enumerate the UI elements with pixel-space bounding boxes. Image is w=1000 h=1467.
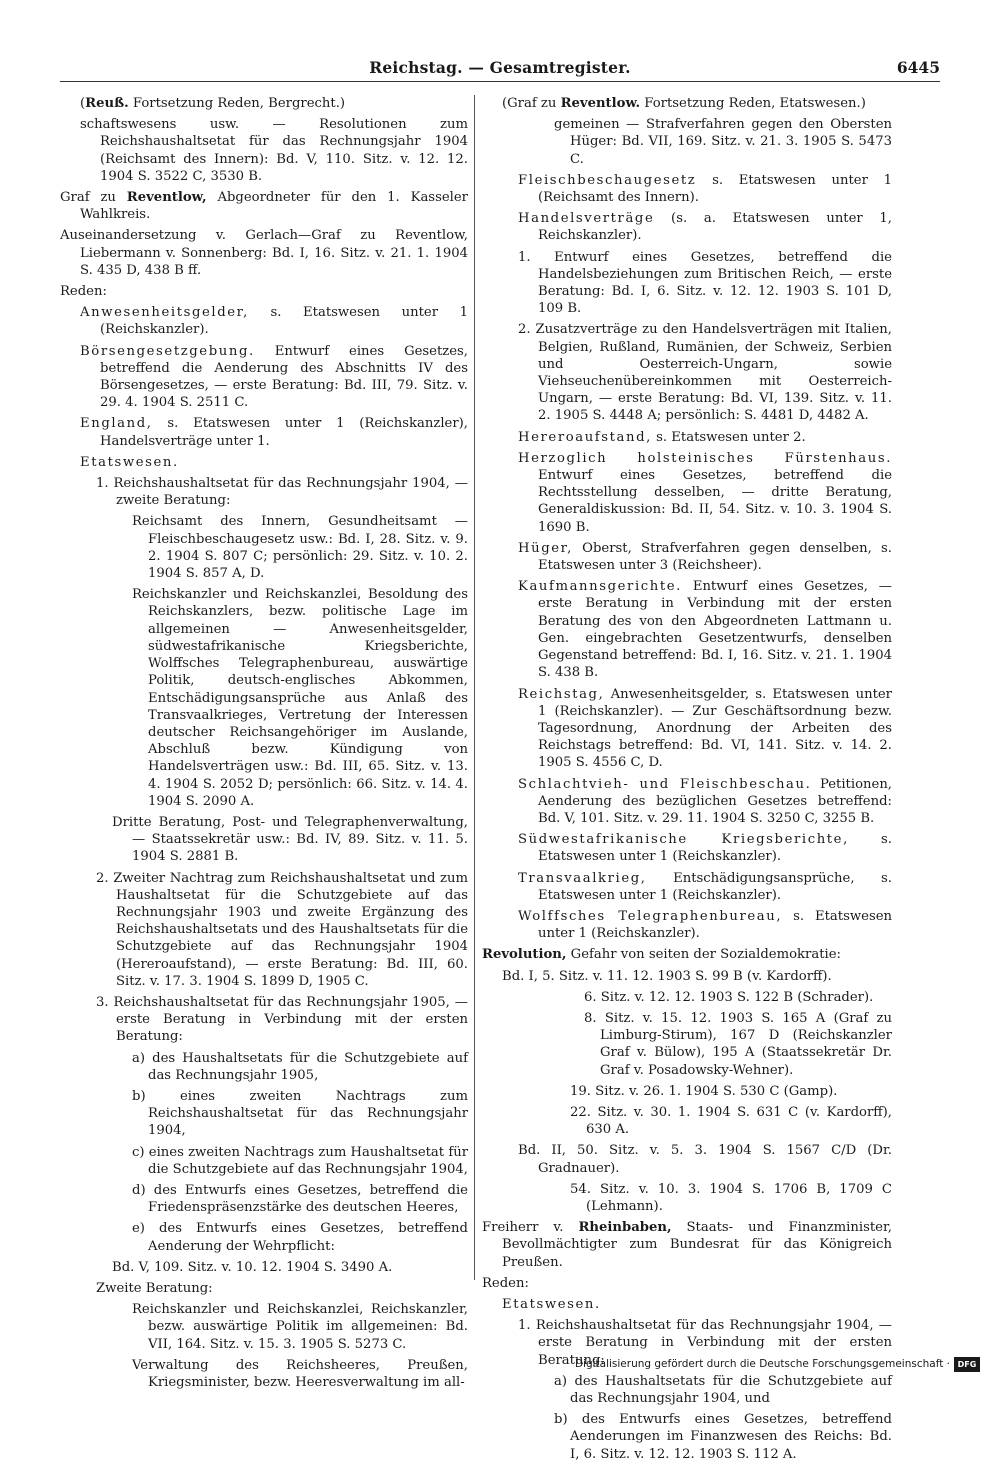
- entry-text: Reichstag,: [518, 686, 605, 702]
- entry-text: (: [80, 96, 86, 111]
- entry-text: Graf zu: [60, 190, 127, 206]
- entry-text: s. Etatswesen unter 1 (Reichskanzler), Handelsverträge unter 1.: [100, 416, 468, 449]
- entry-text: Kaufmannsgerichte.: [518, 579, 682, 595]
- entry-text: Bd. V, 109. Sitz. v. 10. 12. 1904 S. 3490 A.: [112, 1259, 393, 1275]
- entry-text: Anwesenheitsgelder,: [80, 305, 249, 321]
- entry-text: Transvaalkrieg,: [518, 870, 647, 886]
- index-entry: [482, 1411, 892, 1463]
- entry-text: b) eines zweiten Nachtrags zum Reichshaushaltsetat für das Rechnungsjahr 1904,: [132, 1088, 468, 1139]
- entry-text: (Graf zu: [502, 96, 561, 111]
- entry-text: Hüger,: [518, 540, 573, 556]
- entry-text: Fortsetzung Reden, Bergrecht.): [128, 96, 346, 111]
- index-entry: [482, 908, 892, 942]
- entry-text: Zweite Beratung:: [96, 1281, 213, 1296]
- footer: [574, 1357, 980, 1373]
- entry-text: 1. Reichshaushaltsetat für das Rechnungsjahr 1904, — erste Beratung in Verbindung mit der ersten Beratung:: [518, 1318, 892, 1368]
- running-title: Reichstag. — Gesamtregister.: [369, 58, 631, 77]
- entry-text: Petitionen, Aenderung des bezüglichen Gesetzes betreffend: Bd. V, 101. Sitz. v. 29. 11. 1904 S. 3250 C, 3255 B.: [538, 776, 892, 826]
- index-entry: [482, 429, 892, 446]
- index-entry: [60, 586, 468, 810]
- entry-text: Reichsamt des Innern, Gesundheitsamt — Fleischbeschaugesetz usw.: Bd. I, 28. Sitz. v. 9. 2. 1904 S. 807 C; persönlich: 29. Sitz. v. 10. 2. 1904 S. 857 A, D.: [132, 514, 468, 582]
- entry-text: Dritte Beratung, Post- und Telegraphenverwaltung, — Staatssekretär usw.: Bd. IV, 89. Sitz. v. 11. 5. 1904 S. 2881 B.: [112, 814, 468, 865]
- index-entry: [482, 249, 892, 318]
- entry-text: Bd. I, 5. Sitz. v. 11. 12. 1903 S. 99 B (v. Kardorff).: [502, 968, 832, 984]
- index-entry: [482, 776, 892, 828]
- index-entry: [60, 1182, 468, 1216]
- index-entry: [482, 116, 892, 168]
- entry-text: Revolution,: [482, 947, 567, 963]
- entry-text: Reventlow,: [126, 190, 207, 206]
- index-entry: [60, 283, 468, 300]
- index-entry: [60, 1259, 468, 1276]
- index-entry: [482, 870, 892, 904]
- index-entry: [60, 304, 468, 338]
- index-entry: [482, 95, 892, 112]
- index-entry: [60, 116, 468, 185]
- entry-text: Oberst, Strafverfahren gegen denselben, s. Etatswesen unter 3 (Reichsheer).: [538, 540, 892, 574]
- index-entry: [482, 1275, 892, 1292]
- entry-text: Rheinbaben,: [578, 1220, 672, 1236]
- entry-text: Reuß.: [85, 96, 129, 111]
- entry-text: Schlachtvieh- und Fleischbeschau.: [518, 776, 812, 792]
- index-entry: [482, 686, 892, 772]
- index-entry: [482, 1181, 892, 1215]
- index-entry: [482, 172, 892, 206]
- entry-text: 2. Zusatzverträge zu den Handelsverträgen mit Italien, Belgien, Rußland, Rumänien, der Schweiz, Serbien und Oesterreich-Ungarn, sowie Viehseuchenübereinkommen mit Oesterreich-Ungarn, — erste Beratung: Bd. VI, 139. Sitz. v. 11. 2. 1905 S. 4448 A; persönlich: S. 4481 D, 4482 A.: [518, 322, 892, 424]
- entry-text: Reden:: [60, 284, 107, 300]
- index-entry: [60, 95, 468, 112]
- index-entry: [482, 1010, 892, 1079]
- index-entry: [60, 1144, 468, 1178]
- entry-text: s. Etatswesen unter 1 (Reichskanzler).: [538, 832, 892, 865]
- entry-text: Hereroaufstand,: [518, 429, 652, 445]
- entry-text: England,: [80, 416, 153, 432]
- entry-text: Verwaltung des Reichsheeres, Preußen, Kriegsminister, bezw. Heeresverwaltung im all-: [132, 1357, 468, 1391]
- dfg-logo: DFG: [954, 1357, 980, 1372]
- entry-text: 8. Sitz. v. 15. 12. 1903 S. 165 A (Graf zu Limburg-Stirum), 167 D (Reichskanzler Graf v. Bülow), 195 A (Staatssekretär Dr. Graf v. Posadowsky-Wehner).: [584, 1010, 892, 1078]
- entry-text: Reichskanzler und Reichskanzlei, Besoldung des Reichskanzlers, bezw. politische Lage im allgemeinen — Anwesenheitsgelder, südwestafrikanische Kriegsberichte, Wolffsches Telegraphenbureau, auswärtige Politik, deutsch-englisches Abkommen, Entschädigungsansprüche aus Anlaß des Transvaalkrieges, Vertretung der Interessen deutscher Reichsangehöriger im Auslande, Abschluß bezw. Kündigung von Handelsverträgen usw.: Bd. III, 65. Sitz. v. 13. 4. 1904 S. 2052 D; persönlich: 66. Sitz. v. 14. 4. 1904 S. 2090 A.: [132, 587, 468, 809]
- entry-text: Handelsverträge: [518, 211, 655, 227]
- entry-text: (s. a. Etatswesen unter 1, Reichskanzler).: [538, 211, 892, 244]
- entry-text: Reden:: [482, 1275, 529, 1291]
- index-entry: [60, 994, 468, 1046]
- index-entry: [482, 1296, 892, 1313]
- entry-text: 54. Sitz. v. 10. 3. 1904 S. 1706 B, 1709 C (Lehmann).: [570, 1181, 892, 1214]
- entry-text: a) des Haushaltsetats für die Schutzgebiete auf das Rechnungsjahr 1905,: [132, 1050, 468, 1083]
- index-entry: [60, 1050, 468, 1084]
- entry-text: 6. Sitz. v. 12. 12. 1903 S. 122 B (Schrader).: [584, 989, 874, 1005]
- index-entry: [482, 946, 892, 963]
- entry-text: Gefahr von seiten der Sozialdemokratie:: [566, 947, 841, 963]
- index-entry: [60, 475, 468, 509]
- entry-text: s. Etatswesen unter 2.: [651, 429, 806, 445]
- entry-text: 3. Reichshaushaltsetat für das Rechnungsjahr 1905, — erste Beratung in Verbindung mit der ersten Beratung:: [96, 994, 468, 1045]
- entry-text: Etatswesen.: [502, 1297, 601, 1312]
- index-entry: [482, 1083, 892, 1100]
- entry-text: Fleischbeschaugesetz: [518, 172, 697, 188]
- entry-text: Bd. II, 50. Sitz. v. 5. 3. 1904 S. 1567 C/D (Dr. Gradnauer).: [518, 1143, 892, 1176]
- entry-text: Entschädigungsansprüche, s. Etatswesen unter 1 (Reichskanzler).: [538, 870, 892, 903]
- entry-text: c) eines zweiten Nachtrags zum Haushaltsetat für die Schutzgebiete auf das Rechnungsjahr 1904,: [132, 1144, 469, 1177]
- entry-text: s. Etatswesen unter 1 (Reichskanzler).: [538, 908, 893, 942]
- entry-text: Entwurf eines Gesetzes, betreffend die Rechtsstellung desselben, — dritte Beratung, Generaldiskussion: Bd. II, 54. Sitz. v. 10. 3. 1904 S. 1690 B.: [538, 468, 892, 535]
- right-column: [482, 95, 892, 1467]
- index-entry: [482, 578, 892, 681]
- entry-text: e) des Entwurfs eines Gesetzes, betreffend Aenderung der Wehrpflicht:: [132, 1221, 468, 1254]
- entry-text: Fortsetzung Reden, Etatswesen.): [640, 96, 866, 111]
- entry-text: d) des Entwurfs eines Gesetzes, betreffend die Friedenspräsenzstärke des deutschen Heeres,: [132, 1182, 468, 1216]
- entry-text: Entwurf eines Gesetzes, betreffend die Aenderung des Abschnitts IV des Börsengesetzes, — erste Beratung: Bd. III, 79. Sitz. v. 29. 4. 1904 S. 2511 C.: [100, 343, 468, 411]
- index-entry: [60, 1220, 468, 1254]
- entry-text: Südwestafrikanische Kriegsberichte,: [518, 832, 849, 848]
- index-entry: [482, 210, 892, 244]
- footer-credit: Digitalisierung gefördert durch die Deutsche Forschungsgemeinschaft ·: [574, 1358, 950, 1370]
- left-column: [60, 95, 468, 1395]
- entry-text: Börsengesetzgebung.: [80, 343, 255, 359]
- index-entry: [60, 415, 468, 449]
- entry-text: a) des Haushaltsetats für die Schutzgebiete auf das Rechnungsjahr 1904, und: [554, 1373, 892, 1407]
- index-entry: [482, 831, 892, 865]
- page-number: 6445: [896, 58, 940, 77]
- entry-text: Herzoglich holsteinisches Fürstenhaus.: [518, 450, 892, 466]
- entry-text: Wolffsches Telegraphenbureau,: [518, 908, 783, 924]
- entry-text: 22. Sitz. v. 30. 1. 1904 S. 631 C (v. Kardorff), 630 A.: [570, 1104, 892, 1138]
- entry-text: Reichskanzler und Reichskanzlei, Reichskanzler, bezw. auswärtige Politik im allgemeinen: Bd. VII, 164. Sitz. v. 15. 3. 1905 S. 5273 C.: [132, 1302, 468, 1352]
- index-entry: [60, 1280, 468, 1297]
- entry-text: Entwurf eines Gesetzes, — erste Beratung in Verbindung mit der ersten Beratung des von den Abgeordneten Lattmann u. Gen. eingebrachten Gesetzentwurfs, denselben Gegenstand betreffend: Bd. I, 16. Sitz. v. 21. 1. 1904 S. 438 B.: [538, 579, 892, 681]
- index-entry: [60, 454, 468, 471]
- entry-text: Abgeordneter für den 1. Kasseler Wahlkreis.: [80, 190, 468, 223]
- entry-text: Reventlow.: [560, 96, 641, 111]
- running-header: [60, 58, 940, 82]
- entry-text: 2. Zweiter Nachtrag zum Reichshaushaltsetat und zum Haushaltsetat für die Schutzgebiete auf das Rechnungsjahr 1903 und zweite Ergänzung des Reichshaushaltsetats und des Haushaltsetats für die Schutzgebiete auf das Rechnungsjahr 1904 (Hereroaufstand), — erste Beratung: Bd. III, 60. Sitz. v. 17. 3. 1904 S. 1899 D, 1905 C.: [96, 870, 468, 989]
- index-entry: [482, 321, 892, 424]
- entry-text: 19. Sitz. v. 26. 1. 1904 S. 530 C (Gamp).: [570, 1083, 838, 1099]
- index-entry: [60, 814, 468, 866]
- entry-text: Auseinandersetzung v. Gerlach—Graf zu Reventlow, Liebermann v. Sonnenberg: Bd. I, 16. Sitz. v. 21. 1. 1904 S. 435 D, 438 B ff.: [60, 228, 468, 278]
- index-entry: [60, 1088, 468, 1140]
- entry-text: s. Etatswesen unter 1 (Reichsamt des Innern).: [538, 172, 892, 206]
- index-entry: [482, 450, 892, 536]
- index-entry: [482, 1373, 892, 1407]
- entry-text: 1. Entwurf eines Gesetzes, betreffend die Handelsbeziehungen zum Britischen Reich, — erste Beratung: Bd. I, 6. Sitz. v. 12. 12. 1903 S. 101 D, 109 B.: [518, 249, 892, 317]
- index-entry: [60, 870, 468, 990]
- index-entry: [482, 1104, 892, 1138]
- entry-text: Anwesenheitsgelder, s. Etatswesen unter 1 (Reichskanzler). — Zur Geschäftsordnung bezw. Tagesordnung, Anordnung der Arbeiten des Reichstags betreffend: Bd. VI, 141. Sitz. v. 14. 2. 1905 S. 4556 C, D.: [538, 686, 892, 771]
- entry-text: s. Etatswesen unter 1 (Reichskanzler).: [100, 305, 468, 338]
- entry-text: Freiherr v.: [482, 1220, 579, 1236]
- index-entry: [60, 343, 468, 412]
- index-entry: [482, 540, 892, 574]
- index-entry: [60, 1357, 468, 1391]
- entry-text: Staats- und Finanzminister, Bevollmächtigter zum Bundesrat für das Königreich Preußen.: [502, 1220, 893, 1270]
- entry-text: 1. Reichshaushaltsetat für das Rechnungsjahr 1904, — zweite Beratung:: [96, 476, 468, 509]
- column-divider: [474, 95, 475, 1280]
- index-entry: [60, 227, 468, 279]
- entry-text: b) des Entwurfs eines Gesetzes, betreffend Aenderungen im Finanzwesen des Reichs: Bd. I, 6. Sitz. v. 12. 12. 1903 S. 112 A.: [554, 1412, 892, 1462]
- entry-text: schaftswesens usw. — Resolutionen zum Reichshaushaltsetat für das Rechnungsjahr 1904 (Reichsamt des Innern): Bd. V, 110. Sitz. v. 12. 12. 1904 S. 3522 C, 3530 B.: [80, 117, 468, 184]
- index-entry: [60, 189, 468, 223]
- index-entry: [60, 1301, 468, 1353]
- index-entry: [60, 513, 468, 582]
- index-entry: [482, 968, 892, 985]
- entry-text: gemeinen — Strafverfahren gegen den Obersten Hüger: Bd. VII, 169. Sitz. v. 21. 3. 1905 S. 5473 C.: [554, 117, 892, 167]
- index-entry: [482, 1142, 892, 1176]
- index-entry: [482, 989, 892, 1006]
- index-entry: [482, 1219, 892, 1271]
- entry-text: Etatswesen.: [80, 454, 179, 470]
